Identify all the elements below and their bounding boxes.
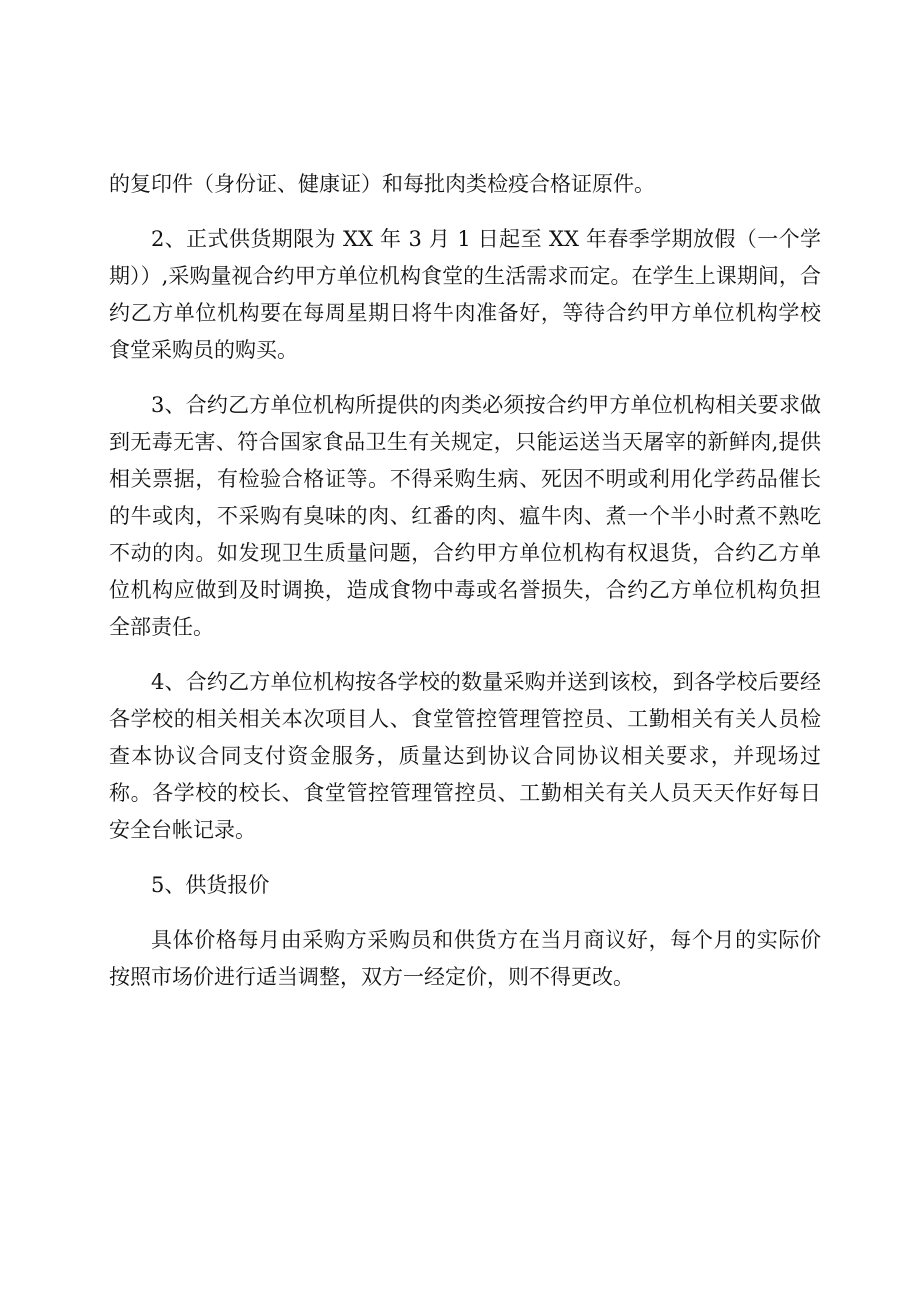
section-heading-supply-quote: 5、供货报价 [151, 873, 270, 897]
paragraph-pricing: 具体价格每月由采购方采购员和供货方在当月商议好，每个月的实际价按照市场价进行适当调整，双方一经定价，则不得更改。 [109, 928, 821, 989]
paragraph-clause-2: 2、正式供货期限为 XX 年 3 月 1 日起至 XX 年春季学期放假（一个学期））,采购量视合约甲方单位机构食堂的生活需求而定。在学生上课期间，合约乙方单位机构要在每周星期日将牛肉准备好，等待合约甲方单位机构学校食堂采购员的购买。 [109, 227, 821, 362]
paragraph-continuation: 的复印件（身份证、健康证）和每批肉类检疫合格证原件。 [109, 172, 655, 196]
document-body [109, 166, 821, 1014]
paragraph-clause-3: 3、合约乙方单位机构所提供的肉类必须按合约甲方单位机构相关要求做到无毒无害、符合国家食品卫生有关规定，只能运送当天屠宰的新鲜肉,提供相关票据，有检验合格证等。不得采购生病、死因不明或利用化学药品催长的牛或肉，不采购有臭味的肉、红番的肉、瘟牛肉、煮一个半小时煮不熟吃不动的肉。如发现卫生质量问题，合约甲方单位机构有权退货，合约乙方单位机构应做到及时调换，造成食物中毒或名誉损失，合约乙方单位机构负担全部责任。 [109, 393, 821, 639]
paragraph-clause-4: 4、合约乙方单位机构按各学校的数量采购并送到该校，到各学校后要经各学校的相关相关本次项目人、食堂管控管理管控员、工勤相关有关人员检查本协议合同支付资金服务，质量达到协议合同协议相关要求，并现场过称。各学校的校长、食堂管控管理管控员、工勤相关有关人员天天作好每日安全台帐记录。 [109, 670, 821, 842]
